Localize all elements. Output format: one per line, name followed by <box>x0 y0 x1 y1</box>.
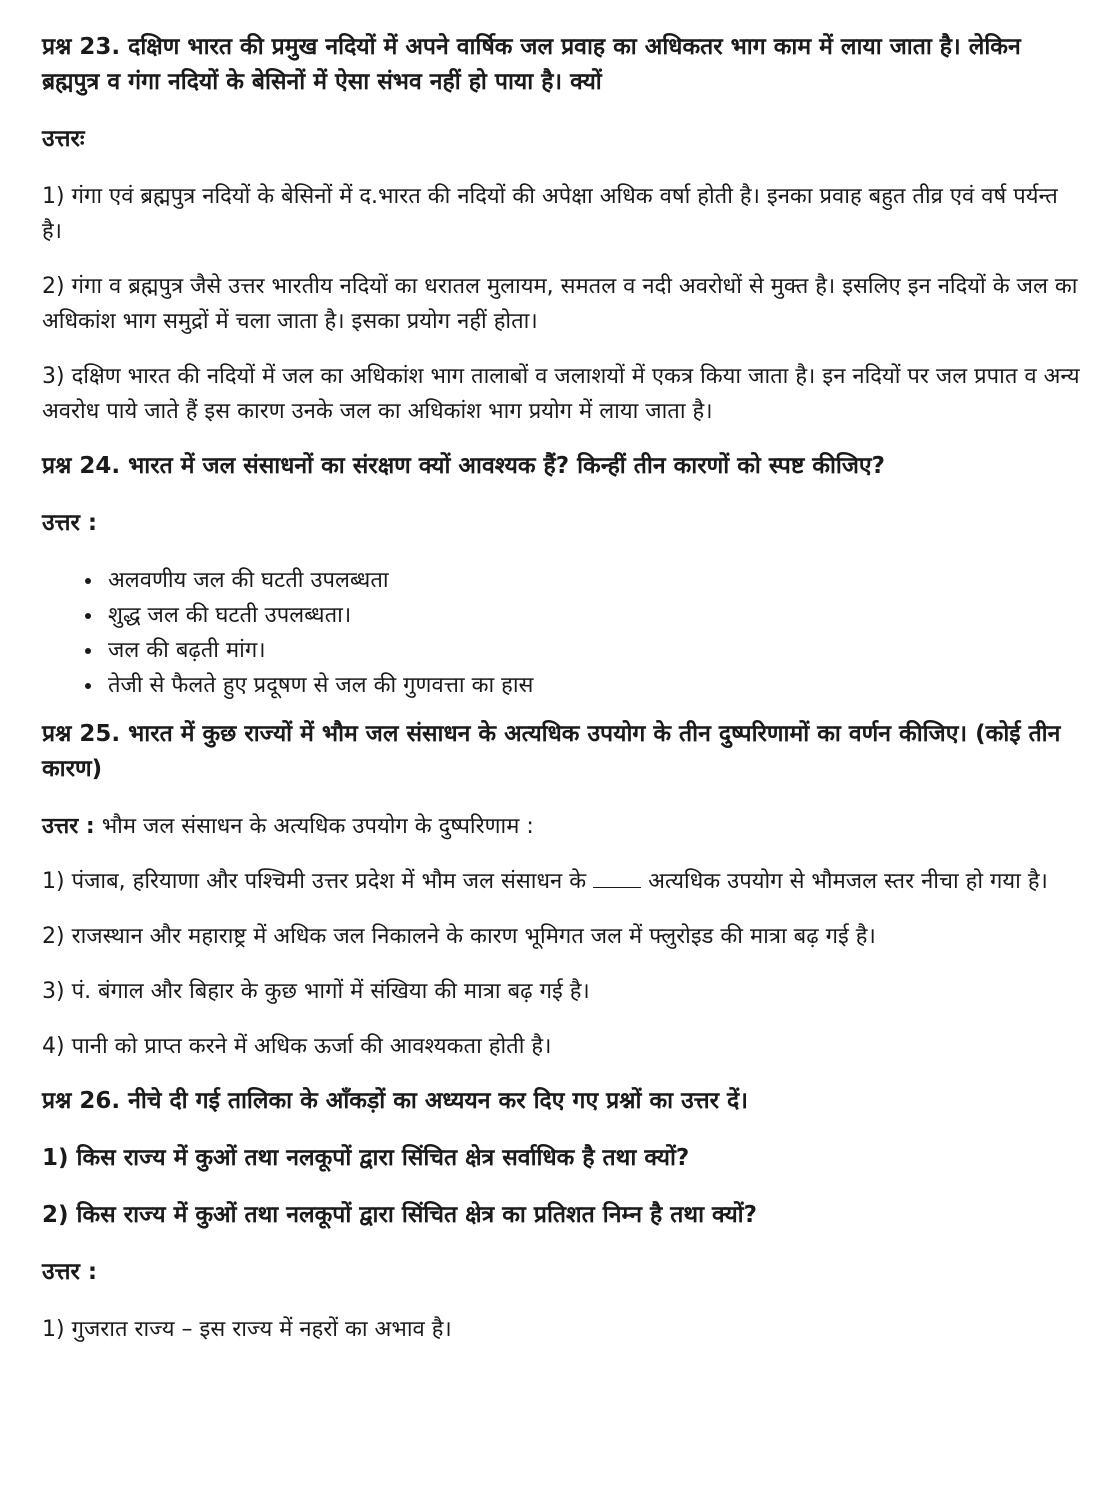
answer-23-point-3: 3) दक्षिण भारत की नदियों में जल का अधिकांश भाग तालाबों व जलाशयों में एकत्र किया जाता है। इन नदियों पर जल प्रपात व अन्य अवरोध पाये जाते हैं इस कारण उनके जल का अधिकांश भाग प्रयोग में लाया जाता है। <box>42 364 1080 424</box>
question-26-sub-2: 2) किस राज्य में कुओं तथा नलकूपों द्वारा सिंचित क्षेत्र का प्रतिशत निम्न है तथा क्यों? <box>42 1202 757 1228</box>
question-26-sub-1: 1) किस राज्य में कुओं तथा नलकूपों द्वारा सिंचित क्षेत्र सर्वाधिक है तथा क्यों? <box>42 1145 690 1171</box>
answer-24-list <box>42 563 1082 703</box>
answer-label-24: उत्तर : <box>42 510 98 536</box>
answer-23-point-2: 2) गंगा व ब्रह्मपुत्र जैसे उत्तर भारतीय नदियों का धरातल मुलायम, समतल व नदी अवरोधों से मुक्त है। इसलिए इन नदियों के जल का अधिकांश भाग समुद्रों में चला जाता है। इसका प्रयोग नहीं होता। <box>42 274 1078 334</box>
answer-25-point-3: 3) पं. बंगाल और बिहार के कुछ भागों में संखिया की मात्रा बढ़ गई है। <box>42 979 590 1004</box>
answer-23-point-1: 1) गंगा एवं ब्रह्मपुत्र नदियों के बेसिनों में द.भारत की नदियों की अपेक्षा अधिक वर्षा होती है। इनका प्रवाह बहुत तीव्र एवं वर्ष पर्यन्त है। <box>42 184 1058 244</box>
list-item: • तेजी से फैलते हुए प्रदूषण से जल की गुणवत्ता का हास <box>104 668 1082 703</box>
answer-label-23: उत्तरः <box>42 126 85 152</box>
answer-26-point-1: 1) गुजरात राज्य – इस राज्य में नहरों का अभाव है। <box>42 1317 452 1342</box>
answer-25-point-2: 2) राजस्थान और महाराष्ट्र में अधिक जल निकालने के कारण भूमिगत जल में फ्लुरोइड की मात्रा बढ़ गई है। <box>42 924 876 949</box>
answer-label-26: उत्तर : <box>42 1259 98 1285</box>
document-page <box>42 30 1082 1367</box>
answer-25-intro: भौम जल संसाधन के अत्यधिक उपयोग के दुष्परिणाम : <box>101 814 534 839</box>
fill-blank <box>593 886 641 888</box>
answer-25-intro-line <box>42 809 1082 844</box>
question-23: प्रश्न 23. दक्षिण भारत की प्रमुख नदियों में अपने वार्षिक जल प्रवाह का अधिकतर भाग काम में लाया जाता है। लेकिन ब्रह्मपुत्र व गंगा नदियों के बेसिनों में ऐसा संभव नहीं हो पाया है। क्यों <box>42 34 1021 95</box>
answer-25-point-4: 4) पानी को प्राप्त करने में अधिक ऊर्जा की आवश्यकता होती है। <box>42 1034 552 1059</box>
question-26: प्रश्न 26. नीचे दी गई तालिका के आँकड़ों का अध्ययन कर दिए गए प्रश्नों का उत्तर दें। <box>42 1088 748 1114</box>
list-item: • जल की बढ़ती मांग। <box>104 633 1082 668</box>
list-item: • शुद्ध जल की घटती उपलब्धता। <box>104 598 1082 633</box>
answer-25-point-1-start: 1) पंजाब, हरियाणा और पश्चिमी उत्तर प्रदेश में भौम जल संसाधन के <box>42 869 587 894</box>
question-25: प्रश्न 25. भारत में कुछ राज्यों में भौम जल संसाधन के अत्यधिक उपयोग के तीन दुष्परिणामों का वर्णन कीजिए। (कोई तीन कारण) <box>42 721 1061 782</box>
list-item: • अलवणीय जल की घटती उपलब्धता <box>104 563 1082 598</box>
answer-label-25: उत्तर : <box>42 814 95 839</box>
answer-25-point-1-end: अत्यधिक उपयोग से भौमजल स्तर नीचा हो गया है। <box>648 869 1048 894</box>
answer-25-point-1 <box>42 864 1082 899</box>
question-24: प्रश्न 24. भारत में जल संसाधनों का संरक्षण क्यों आवश्यक हैं? किन्हीं तीन कारणों को स्पष्ट कीजिए? <box>42 453 885 479</box>
